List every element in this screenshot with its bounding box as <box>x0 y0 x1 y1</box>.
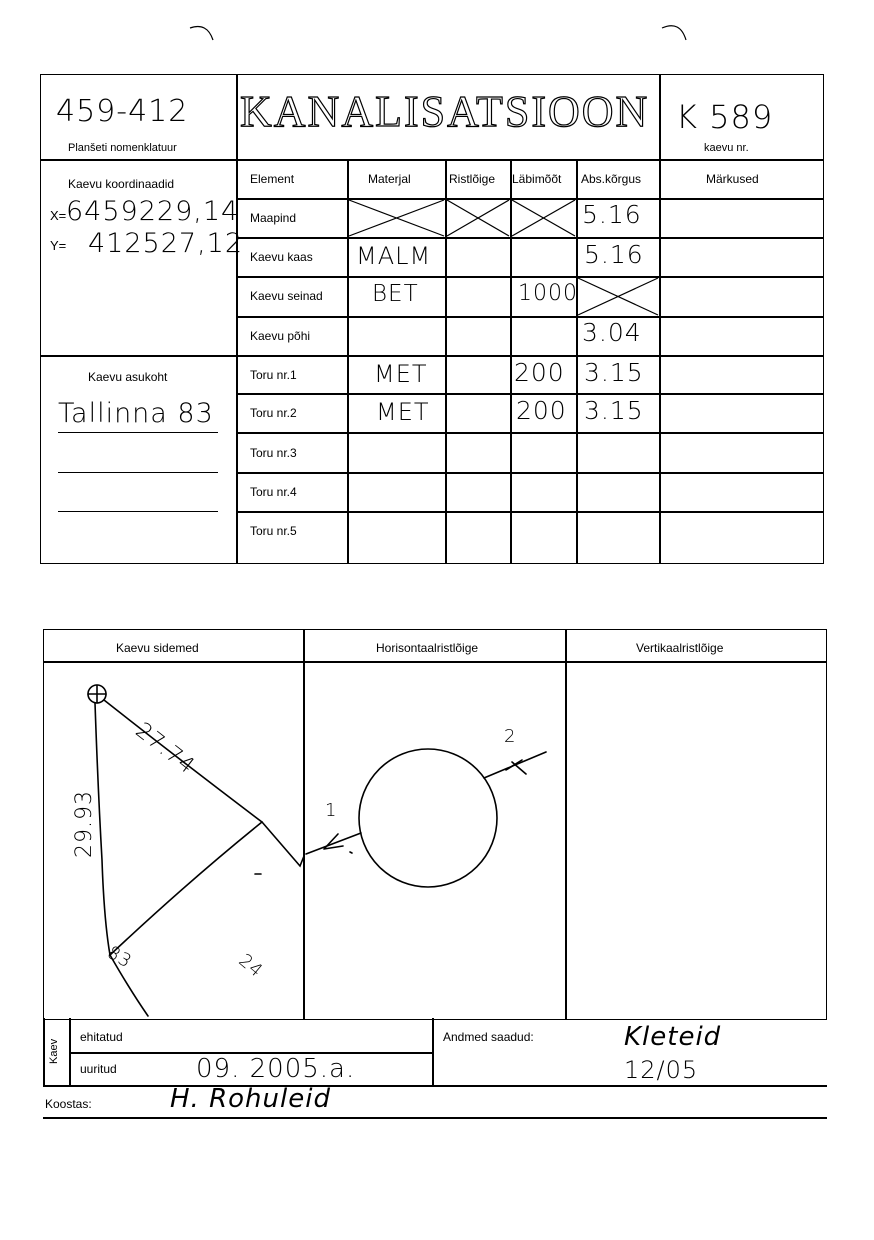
row-element: Kaevu põhi <box>250 329 311 343</box>
surveyed-value: 09. 2005.a. <box>196 1054 356 1084</box>
cell-abs-korgus: 3.04 <box>582 318 642 347</box>
data-received-date: 12/05 <box>624 1056 699 1084</box>
row-element: Kaevu kaas <box>250 250 313 264</box>
location-label: Kaevu asukoht <box>88 370 168 384</box>
connection-line-left <box>95 703 110 955</box>
x-coordinate-value: 6459229,14 <box>66 196 240 227</box>
cell-materjal: MALM <box>356 242 432 270</box>
well-side-label: Kaev <box>48 1038 60 1064</box>
pipe-2-label: 2 <box>504 726 517 747</box>
distance-top-value: 27.74 <box>130 718 200 780</box>
location-value: Tallinna 83 <box>58 398 214 429</box>
label-24: 24 <box>234 950 268 983</box>
surveyed-label: uuritud <box>80 1062 117 1076</box>
cell-labimoot: 200 <box>514 358 565 387</box>
y-prefix: Y= <box>50 238 67 253</box>
cell-materjal: MET <box>374 360 428 388</box>
x-prefix: X= <box>50 208 67 223</box>
built-label: ehitatud <box>80 1030 123 1044</box>
panel-title-connections: Kaevu sidemed <box>116 641 199 655</box>
well-circle <box>359 749 497 887</box>
cell-abs-korgus: 3.15 <box>584 396 644 425</box>
well-number-label: kaevu nr. <box>704 142 749 154</box>
connection-line-to-well <box>262 822 304 866</box>
row-element: Maapind <box>250 211 297 225</box>
pipe-1-line <box>306 833 361 854</box>
col-header-element: Element <box>250 172 295 186</box>
col-header-abs-korgus: Abs.kõrgus <box>581 172 642 186</box>
cell-abs-korgus: 5.16 <box>582 200 642 229</box>
cell-abs-korgus: 3.15 <box>584 358 644 387</box>
nomenclature-value: 459-412 <box>56 94 189 129</box>
compiled-by-value: H. Rohuleid <box>170 1084 331 1114</box>
panel-title-vertical: Vertikaalristlõige <box>636 641 724 655</box>
data-received-label: Andmed saadud: <box>443 1030 534 1044</box>
pipe-1-label: 1 <box>325 800 338 821</box>
row-element: Toru nr.5 <box>250 524 297 538</box>
col-header-markused: Märkused <box>706 172 759 186</box>
row-element: Kaevu seinad <box>250 289 323 303</box>
col-header-materjal: Materjal <box>368 172 411 186</box>
distance-left-value: 29.93 <box>72 790 97 858</box>
cell-labimoot: 200 <box>516 396 567 425</box>
data-received-signature: Kleteid <box>624 1022 722 1052</box>
form-title: KANALISATSIOON <box>240 87 650 136</box>
cell-materjal: BET <box>372 281 419 307</box>
cell-materjal: MET <box>376 398 430 426</box>
row-element: Toru nr.3 <box>250 446 297 460</box>
cell-labimoot: 1000 <box>518 281 578 306</box>
cell-abs-korgus: 5.16 <box>584 240 644 269</box>
y-coordinate-value: 412527,12 <box>88 228 244 259</box>
row-element: Toru nr.4 <box>250 485 297 499</box>
nomenclature-label: Planšeti nomenklatuur <box>68 142 177 154</box>
well-number-value: K 589 <box>676 98 774 136</box>
col-header-labimoot: Läbimõõt <box>512 172 562 186</box>
coordinates-label: Kaevu koordinaadid <box>68 177 175 191</box>
row-element: Toru nr.2 <box>250 406 297 420</box>
panel-title-horizontal: Horisontaalristlõige <box>376 641 479 655</box>
row-element: Toru nr.1 <box>250 368 297 382</box>
connection-line-diagonal <box>110 822 262 955</box>
label-83: 83 <box>103 942 136 973</box>
compiled-by-label: Koostas: <box>45 1097 92 1111</box>
col-header-ristloige: Ristlõige <box>449 172 496 186</box>
